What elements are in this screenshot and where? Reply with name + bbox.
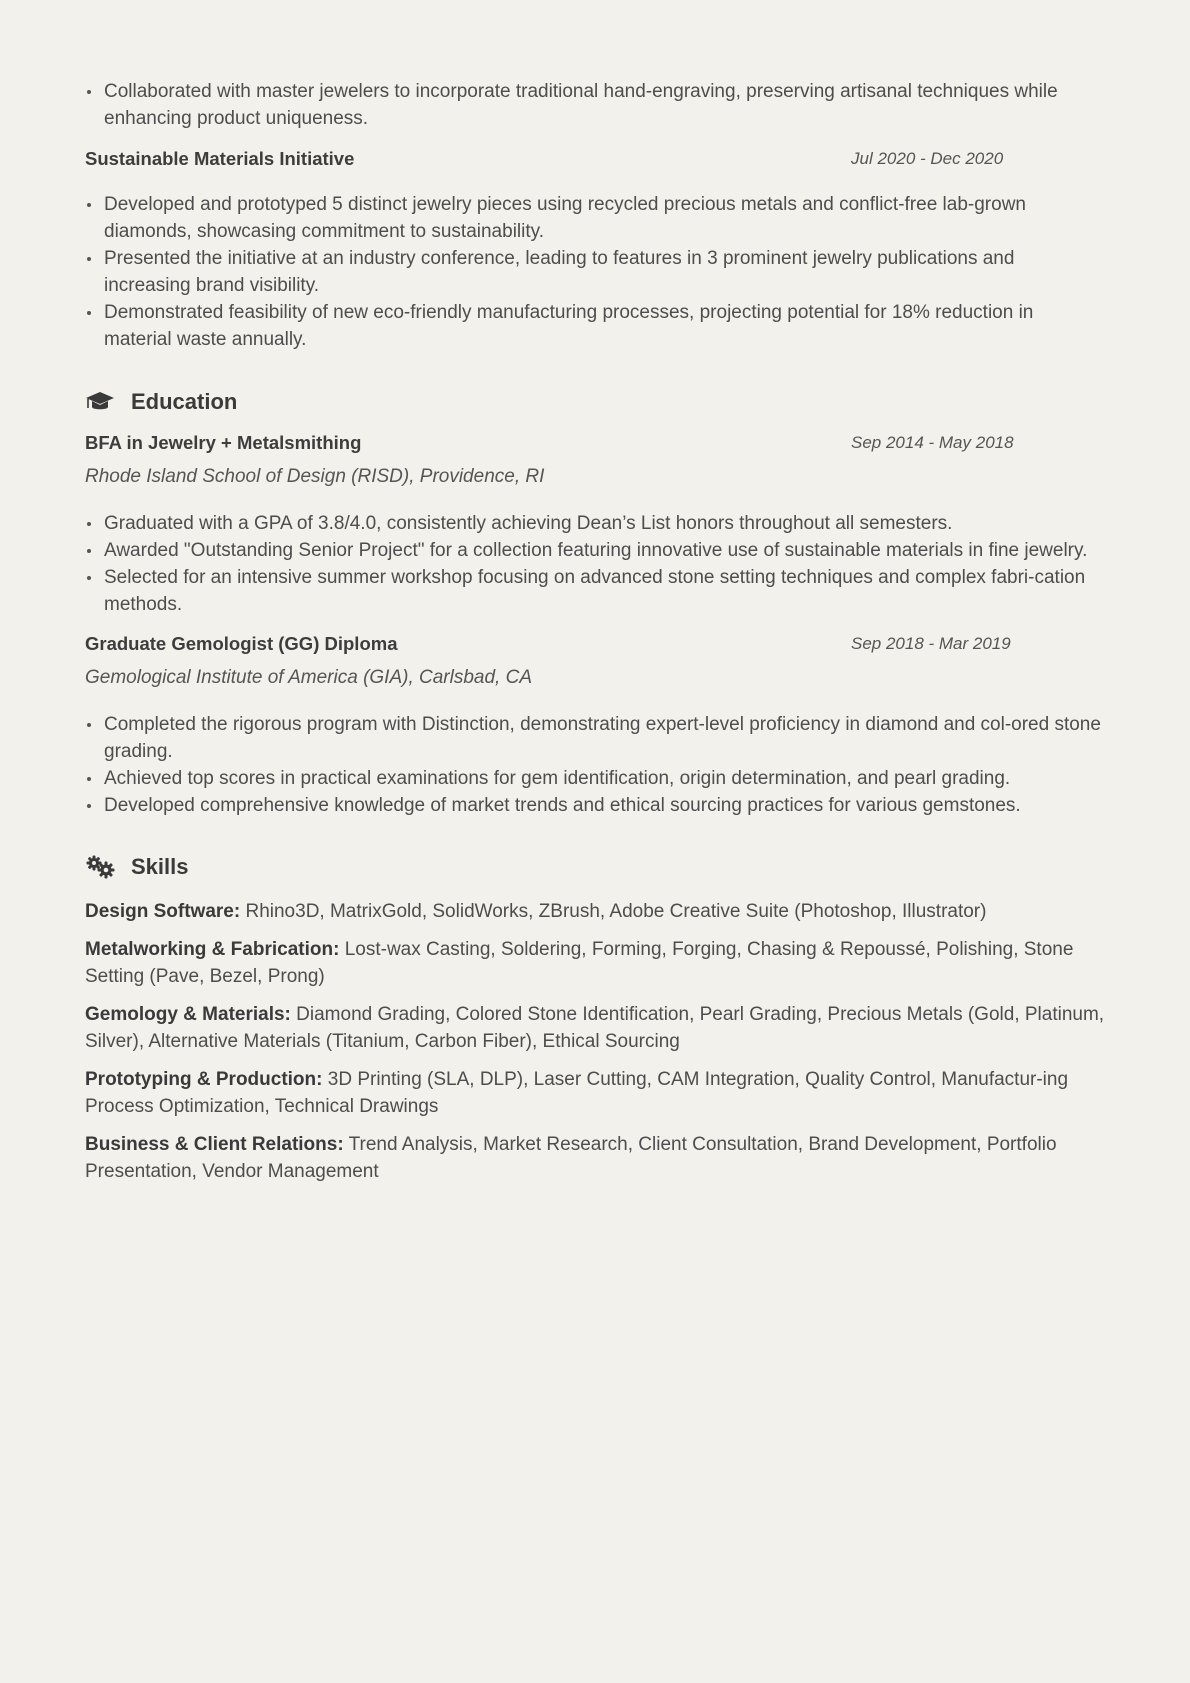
education-bullets xyxy=(85,711,1105,819)
section-title: Skills xyxy=(131,854,189,879)
skill-value: 3D Printing (SLA, DLP), Laser Cutting, CAM Integration, Quality Control, Manufactur-ing Process Optimization, Technical Drawings xyxy=(85,1069,1069,1117)
section-title: Education xyxy=(131,389,238,414)
gears-icon xyxy=(85,854,115,880)
skill-row xyxy=(85,936,1105,990)
graduation-cap-icon xyxy=(85,389,115,415)
skill-label: Prototyping & Production: xyxy=(85,1069,323,1090)
entry-header xyxy=(85,430,1105,456)
skills-list xyxy=(85,898,1105,1185)
section-heading xyxy=(85,851,1105,883)
list-item: Achieved top scores in practical examinations for gem identification, origin determination, and pearl grading. xyxy=(85,765,1105,792)
skill-label: Design Software: xyxy=(85,901,241,922)
entry-date: Sep 2018 - Mar 2019 xyxy=(851,634,1011,653)
skill-row xyxy=(85,1131,1105,1185)
section-heading xyxy=(85,386,1105,418)
education-entry xyxy=(85,631,1105,819)
education-section xyxy=(85,386,1105,819)
education-bullets xyxy=(85,510,1105,618)
skill-label: Business & Client Relations: xyxy=(85,1134,344,1155)
entry-header xyxy=(85,146,1105,172)
list-item: Demonstrated feasibility of new eco-friendly manufacturing processes, projecting potential for 18% reduction in material waste annually. xyxy=(85,299,1105,353)
list-item: Developed comprehensive knowledge of market trends and ethical sourcing practices for various gemstones. xyxy=(85,792,1105,819)
institution: Gemological Institute of America (GIA), Carlsbad, CA xyxy=(85,667,533,688)
list-item: Completed the rigorous program with Distinction, demonstrating expert-level proficiency in diamond and col-ored stone grading. xyxy=(85,711,1105,765)
skill-value: Rhino3D, MatrixGold, SolidWorks, ZBrush, Adobe Creative Suite (Photoshop, Illustrator) xyxy=(245,901,987,922)
skill-value: Trend Analysis, Market Research, Client Consultation, Brand Development, Portfolio Presentation, Vendor Management xyxy=(85,1134,1057,1182)
entry-header xyxy=(85,631,1105,657)
list-item: Collaborated with master jewelers to incorporate traditional hand-engraving, preserving artisanal techniques while enhancing product uniqueness. xyxy=(85,78,1105,132)
skills-section xyxy=(85,851,1105,1185)
entry-title: BFA in Jewelry + Metalsmithing xyxy=(85,432,362,453)
skill-row xyxy=(85,1001,1105,1055)
list-item: Awarded "Outstanding Senior Project" for a collection featuring innovative use of sustainable materials in fine jewelry. xyxy=(85,537,1105,564)
education-entry xyxy=(85,430,1105,618)
resume-page xyxy=(85,78,1105,1185)
skill-label: Metalworking & Fabrication: xyxy=(85,939,340,960)
entry-date: Jul 2020 - Dec 2020 xyxy=(851,149,1004,168)
project-bullets xyxy=(85,191,1105,353)
institution: Rhode Island School of Design (RISD), Providence, RI xyxy=(85,466,545,487)
list-item: Developed and prototyped 5 distinct jewelry pieces using recycled precious metals and conflict-free lab-grown diamonds, showcasing commitment to sustainability. xyxy=(85,191,1105,245)
skill-row xyxy=(85,1066,1105,1120)
entry-date: Sep 2014 - May 2018 xyxy=(851,433,1014,452)
list-item: Selected for an intensive summer workshop focusing on advanced stone setting techniques and complex fabri-cation methods. xyxy=(85,564,1105,618)
experience-bullets xyxy=(85,78,1105,132)
skill-value: Diamond Grading, Colored Stone Identification, Pearl Grading, Precious Metals (Gold, Platinum, Silver), Alternative Materials (Titanium, Carbon Fiber), Ethical Sourcing xyxy=(85,1004,1105,1052)
entry-title: Graduate Gemologist (GG) Diploma xyxy=(85,633,398,654)
skill-label: Gemology & Materials: xyxy=(85,1004,291,1025)
project-entry xyxy=(85,146,1105,353)
list-item: Presented the initiative at an industry conference, leading to features in 3 prominent jewelry publications and increasing brand visibility. xyxy=(85,245,1105,299)
skill-row xyxy=(85,898,1105,925)
list-item: Graduated with a GPA of 3.8/4.0, consistently achieving Dean’s List honors throughout all semesters. xyxy=(85,510,1105,537)
skill-value: Lost-wax Casting, Soldering, Forming, Forging, Chasing & Repoussé, Polishing, Stone Setting (Pave, Bezel, Prong) xyxy=(85,939,1074,987)
entry-title: Sustainable Materials Initiative xyxy=(85,148,355,169)
